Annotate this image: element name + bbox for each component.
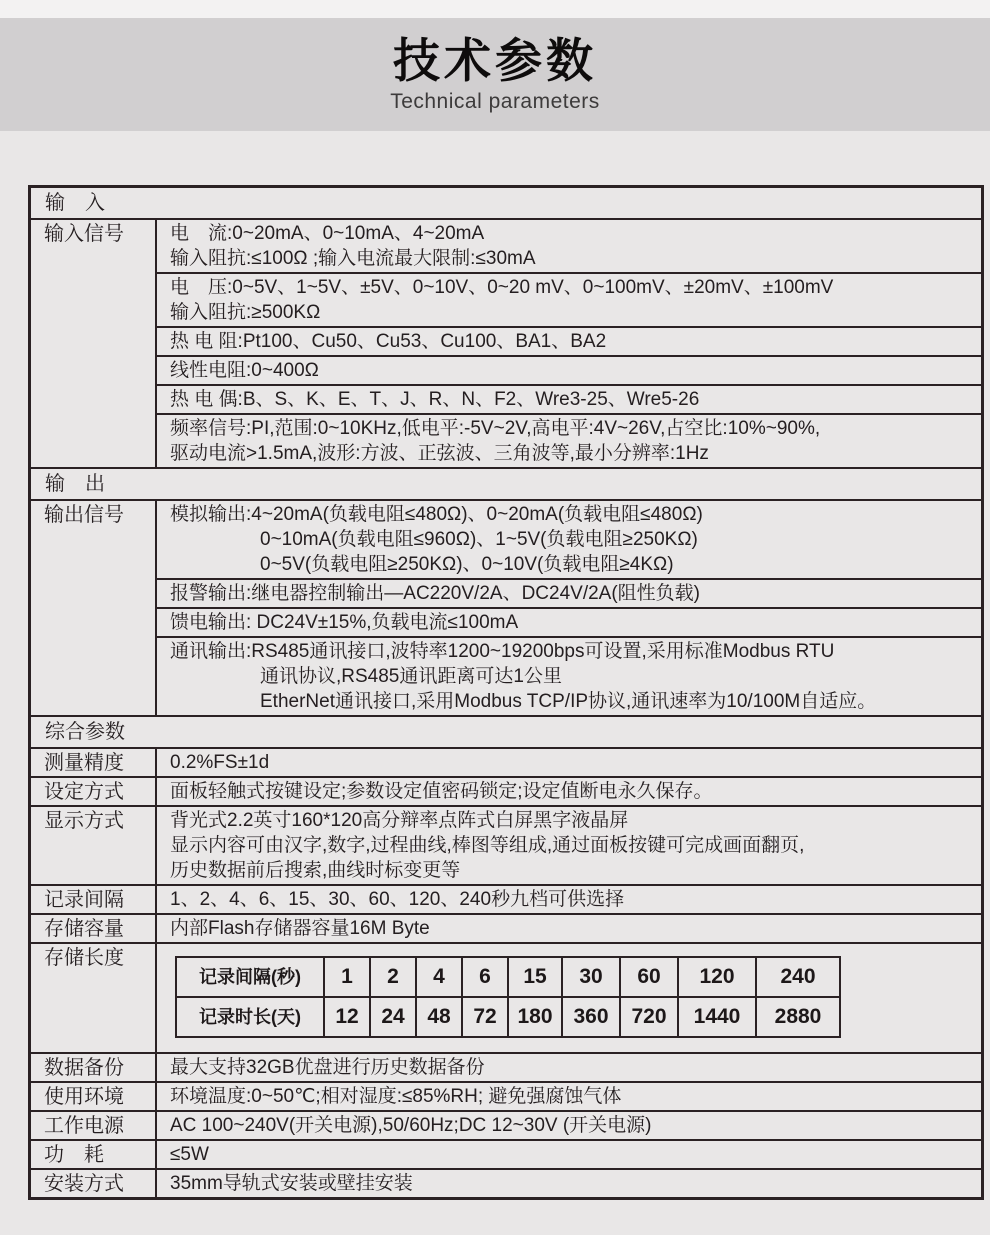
row-label: 设定方式 (31, 778, 157, 805)
nested-cell: 6 (462, 957, 508, 997)
row-label: 测量精度 (31, 749, 157, 776)
nested-cell: 60 (620, 957, 678, 997)
section-row (31, 188, 981, 218)
row-label: 记录间隔 (31, 886, 157, 913)
row-content (157, 501, 981, 715)
spec-line: 环境温度:0~50℃;相对湿度:≤85%RH; 避免强腐蚀气体 (170, 1086, 622, 1107)
spec-line: EtherNet通讯接口,采用Modbus TCP/IP协议,通讯速率为10/100M自适应。 (260, 691, 877, 712)
nested-cell: 1440 (678, 997, 756, 1037)
row-content (157, 1083, 981, 1110)
spec-row (31, 913, 981, 942)
nested-cell: 48 (416, 997, 462, 1037)
sub-row (157, 272, 981, 326)
spec-line: 电 压:0~5V、1~5V、±5V、0~10V、0~20 mV、0~100mV、±20mV、±100mV (170, 277, 834, 298)
spec-line: 馈电输出: DC24V±15%,负载电流≤100mA (170, 612, 519, 633)
nested-cell: 180 (508, 997, 562, 1037)
section-row (31, 467, 981, 499)
spec-row (31, 218, 981, 467)
spec-line: 热 电 阻:Pt100、Cu50、Cu53、Cu100、BA1、BA2 (170, 331, 607, 352)
row-content (157, 886, 981, 913)
sub-row (157, 578, 981, 607)
nested-cell: 1 (324, 957, 370, 997)
section-label: 综合参数 (45, 721, 125, 743)
spec-line: 1、2、4、6、15、30、60、120、240秒九档可供选择 (170, 889, 625, 910)
spec-row (31, 499, 981, 715)
sub-row (157, 807, 981, 884)
sub-row (157, 413, 981, 467)
row-content (157, 1141, 981, 1168)
nested-cell: 4 (416, 957, 462, 997)
sub-row (157, 886, 981, 913)
spec-line: 电 流:0~20mA、0~10mA、4~20mA (170, 223, 485, 244)
spec-row (31, 1139, 981, 1168)
row-content (157, 807, 981, 884)
spec-line: 内部Flash存储器容量16M Byte (170, 918, 430, 939)
sub-row (157, 636, 981, 715)
spec-line: 面板轻触式按键设定;参数设定值密码锁定;设定值断电永久保存。 (170, 781, 713, 802)
sub-row (157, 1112, 981, 1139)
sub-row (157, 220, 981, 272)
spec-line: 历史数据前后搜索,曲线时标变更等 (170, 860, 461, 881)
page-title: 技术参数 (393, 34, 597, 88)
spec-line: 热 电 偶:B、S、K、E、T、J、R、N、F2、Wre3-25、Wre5-26 (170, 389, 700, 410)
nested-cell: 30 (562, 957, 620, 997)
spec-table (28, 185, 984, 1200)
title-band (0, 18, 990, 131)
spec-line: 线性电阻:0~400Ω (170, 360, 319, 381)
spec-row (31, 747, 981, 776)
spec-line: 输入阻抗:≥500KΩ (170, 302, 321, 323)
row-content (157, 1054, 981, 1081)
sub-row (157, 384, 981, 413)
sub-row (157, 326, 981, 355)
spec-line: 模拟输出:4~20mA(负载电阻≤480Ω)、0~20mA(负载电阻≤480Ω) (170, 504, 703, 525)
nested-cell: 2 (370, 957, 416, 997)
row-label: 存储长度 (31, 944, 157, 1052)
row-label: 输出信号 (31, 501, 157, 715)
spec-line: 频率信号:PI,范围:0~10KHz,低电平:-5V~2V,高电平:4V~26V,占空比:10%~90%, (170, 418, 821, 439)
spec-line: ≤5W (170, 1144, 209, 1165)
spec-line: 背光式2.2英寸160*120高分辩率点阵式白屏黑字液晶屏 (170, 810, 629, 831)
sub-row (157, 355, 981, 384)
spec-row (31, 1052, 981, 1081)
spec-row (31, 884, 981, 913)
row-content (157, 1112, 981, 1139)
spec-line: 0~5V(负载电阻≥250KΩ)、0~10V(负载电阻≥4KΩ) (260, 554, 674, 575)
row-label: 使用环境 (31, 1083, 157, 1110)
nested-row (176, 997, 840, 1037)
section-label: 输 出 (45, 473, 105, 495)
spec-row (31, 1081, 981, 1110)
nested-row-header: 记录时长(天) (176, 997, 324, 1037)
sub-row (157, 778, 981, 805)
nested-cell: 2880 (756, 997, 840, 1037)
spec-line: 驱动电流>1.5mA,波形:方波、正弦波、三角波等,最小分辨率:1Hz (170, 443, 709, 464)
nested-cell: 720 (620, 997, 678, 1037)
row-label: 安装方式 (31, 1170, 157, 1197)
spec-line: 35mm导轨式安装或壁挂安装 (170, 1173, 413, 1194)
row-content (157, 1170, 981, 1197)
row-label: 存储容量 (31, 915, 157, 942)
sub-row (157, 1054, 981, 1081)
top-strip (0, 0, 990, 18)
spec-line: 最大支持32GB优盘进行历史数据备份 (170, 1057, 485, 1078)
nested-cell: 12 (324, 997, 370, 1037)
spec-line: 显示内容可由汉字,数字,过程曲线,棒图等组成,通过面板按键可完成画面翻页, (170, 835, 805, 856)
section-row (31, 715, 981, 747)
section-label: 输 入 (45, 192, 105, 214)
spec-row (31, 1168, 981, 1197)
sub-row (157, 749, 981, 776)
spec-row (31, 942, 981, 1052)
page-subtitle: Technical parameters (390, 89, 600, 113)
row-content (157, 915, 981, 942)
row-label: 显示方式 (31, 807, 157, 884)
nested-table-wrap (157, 944, 981, 1052)
nested-cell: 72 (462, 997, 508, 1037)
sub-row (157, 1170, 981, 1197)
spec-row (31, 805, 981, 884)
spec-line: 0.2%FS±1d (170, 752, 270, 773)
nested-row-header: 记录间隔(秒) (176, 957, 324, 997)
row-label: 数据备份 (31, 1054, 157, 1081)
nested-cell: 24 (370, 997, 416, 1037)
row-label: 输入信号 (31, 220, 157, 467)
sub-row (157, 1141, 981, 1168)
spec-line: 0~10mA(负载电阻≤960Ω)、1~5V(负载电阻≥250KΩ) (260, 529, 698, 550)
nested-cell: 360 (562, 997, 620, 1037)
spec-row (31, 776, 981, 805)
sub-row (157, 1083, 981, 1110)
spec-line: 输入阻抗:≤100Ω ;输入电流最大限制:≤30mA (170, 248, 536, 269)
sub-row (157, 607, 981, 636)
row-content (157, 944, 981, 1052)
nested-cell: 240 (756, 957, 840, 997)
nested-table (175, 956, 841, 1038)
spec-line: AC 100~240V(开关电源),50/60Hz;DC 12~30V (开关电源) (170, 1115, 652, 1136)
nested-cell: 120 (678, 957, 756, 997)
nested-row (176, 957, 840, 997)
row-label: 工作电源 (31, 1112, 157, 1139)
spec-line: 通讯协议,RS485通讯距离可达1公里 (260, 666, 562, 687)
spec-line: 通讯输出:RS485通讯接口,波特率1200~19200bps可设置,采用标准Modbus RTU (170, 641, 835, 662)
spec-row (31, 1110, 981, 1139)
row-content (157, 749, 981, 776)
sub-row (157, 501, 981, 578)
row-content (157, 220, 981, 467)
row-content (157, 778, 981, 805)
spec-line: 报警输出:继电器控制输出—AC220V/2A、DC24V/2A(阻性负载) (170, 583, 700, 604)
sub-row (157, 915, 981, 942)
nested-cell: 15 (508, 957, 562, 997)
row-label: 功 耗 (31, 1141, 157, 1168)
